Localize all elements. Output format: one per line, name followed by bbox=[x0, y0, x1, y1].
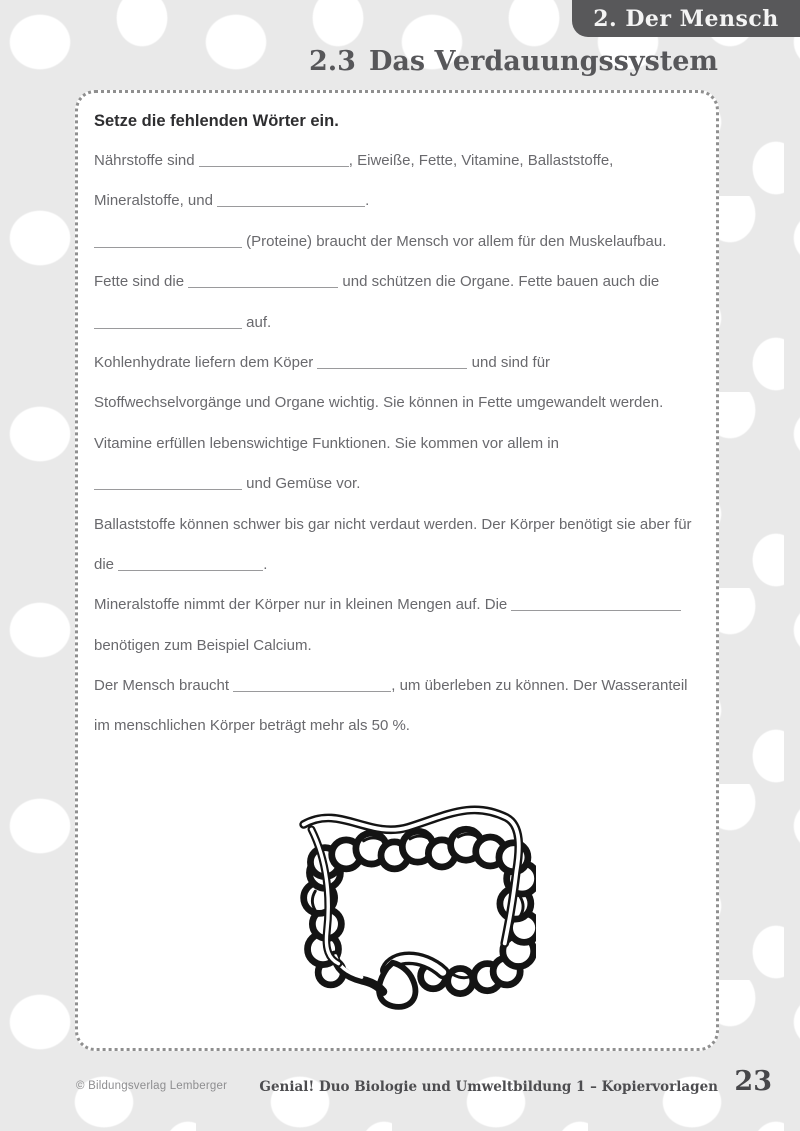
chapter-tab bbox=[572, 0, 800, 37]
page-title bbox=[309, 46, 718, 77]
line-text: und Gemüse vor. bbox=[242, 475, 361, 493]
fill-in-blank bbox=[511, 597, 681, 611]
line-text: die bbox=[94, 555, 119, 573]
fill-in-blank bbox=[94, 234, 242, 248]
line-text: und schützen die Organe. Fette bauen auch die bbox=[338, 273, 660, 291]
fill-in-blank bbox=[94, 315, 242, 329]
page-number: 23 bbox=[734, 1066, 772, 1097]
exercise-line bbox=[94, 424, 700, 464]
fill-in-blank bbox=[199, 153, 349, 167]
page-title-text: Das Verdauungssystem bbox=[368, 46, 718, 77]
exercise-line bbox=[94, 262, 700, 302]
exercise-line bbox=[94, 706, 700, 746]
line-text: . bbox=[263, 555, 268, 573]
fill-in-blank bbox=[317, 355, 467, 369]
line-text: Vitamine erfüllen lebenswichtige Funktionen. Sie kommen vor allem in bbox=[94, 434, 559, 452]
exercise-line bbox=[94, 222, 700, 262]
illustration-container bbox=[107, 779, 713, 1016]
page-title-number: 2.3 bbox=[308, 46, 356, 77]
fill-in-blank bbox=[233, 678, 391, 692]
line-text: Ballaststoffe können schwer bis gar nicht verdaut werden. Der Körper benötigt sie aber für bbox=[94, 515, 692, 533]
line-text: im menschlichen Körper beträgt mehr als 50 %. bbox=[94, 717, 410, 735]
line-text: Stoffwechselvorgänge und Organe wichtig. Sie können in Fette umgewandelt werden. bbox=[94, 394, 664, 412]
line-text: benötigen zum Beispiel Calcium. bbox=[94, 636, 312, 654]
exercise-line bbox=[94, 141, 700, 181]
book-title-footer: Genial! Duo Biologie und Umweltbildung 1 – Kopiervorlagen bbox=[259, 1079, 718, 1095]
line-text: , um überleben zu können. Der Wasseranteil bbox=[391, 677, 688, 695]
worksheet-instruction: Setze die fehlenden Wörter ein. bbox=[94, 112, 339, 130]
line-text: Der Mensch braucht bbox=[94, 677, 234, 695]
exercise-line bbox=[94, 505, 700, 545]
exercise-line bbox=[94, 585, 700, 625]
exercise-line bbox=[94, 666, 700, 706]
exercise-line bbox=[94, 626, 700, 666]
fill-in-blank bbox=[94, 476, 242, 490]
exercise-line bbox=[94, 303, 700, 343]
line-text: Fette sind die bbox=[94, 273, 189, 291]
exercise-lines bbox=[94, 141, 700, 747]
exercise-line bbox=[94, 181, 700, 221]
exercise-line bbox=[94, 464, 700, 504]
line-text: , Eiweiße, Fette, Vitamine, Ballaststoffe, bbox=[348, 152, 614, 169]
line-text: und sind für bbox=[467, 353, 551, 371]
line-text: (Proteine) braucht der Mensch vor allem für den Muskelaufbau. bbox=[242, 232, 667, 250]
fill-in-blank bbox=[217, 193, 365, 207]
fill-in-blank bbox=[118, 557, 263, 571]
chapter-tab-label: 2. Der Mensch bbox=[593, 5, 779, 32]
publisher-credit: © Bildungsverlag Lemberger bbox=[76, 1080, 228, 1092]
worksheet-box bbox=[75, 90, 719, 1051]
exercise-line bbox=[94, 383, 700, 423]
exercise-line bbox=[94, 545, 700, 585]
line-text: Mineralstoffe, und bbox=[94, 192, 218, 210]
line-text: . bbox=[365, 192, 370, 210]
fill-in-blank bbox=[188, 274, 338, 288]
line-text: Mineralstoffe nimmt der Körper nur in kleinen Mengen auf. Die bbox=[94, 596, 512, 614]
exercise-line bbox=[94, 343, 700, 383]
line-text: auf. bbox=[242, 313, 272, 331]
line-text: Kohlenhydrate liefern dem Köper bbox=[94, 353, 318, 371]
large-intestine-illustration bbox=[284, 779, 536, 1011]
line-text: Nährstoffe sind bbox=[94, 152, 199, 169]
